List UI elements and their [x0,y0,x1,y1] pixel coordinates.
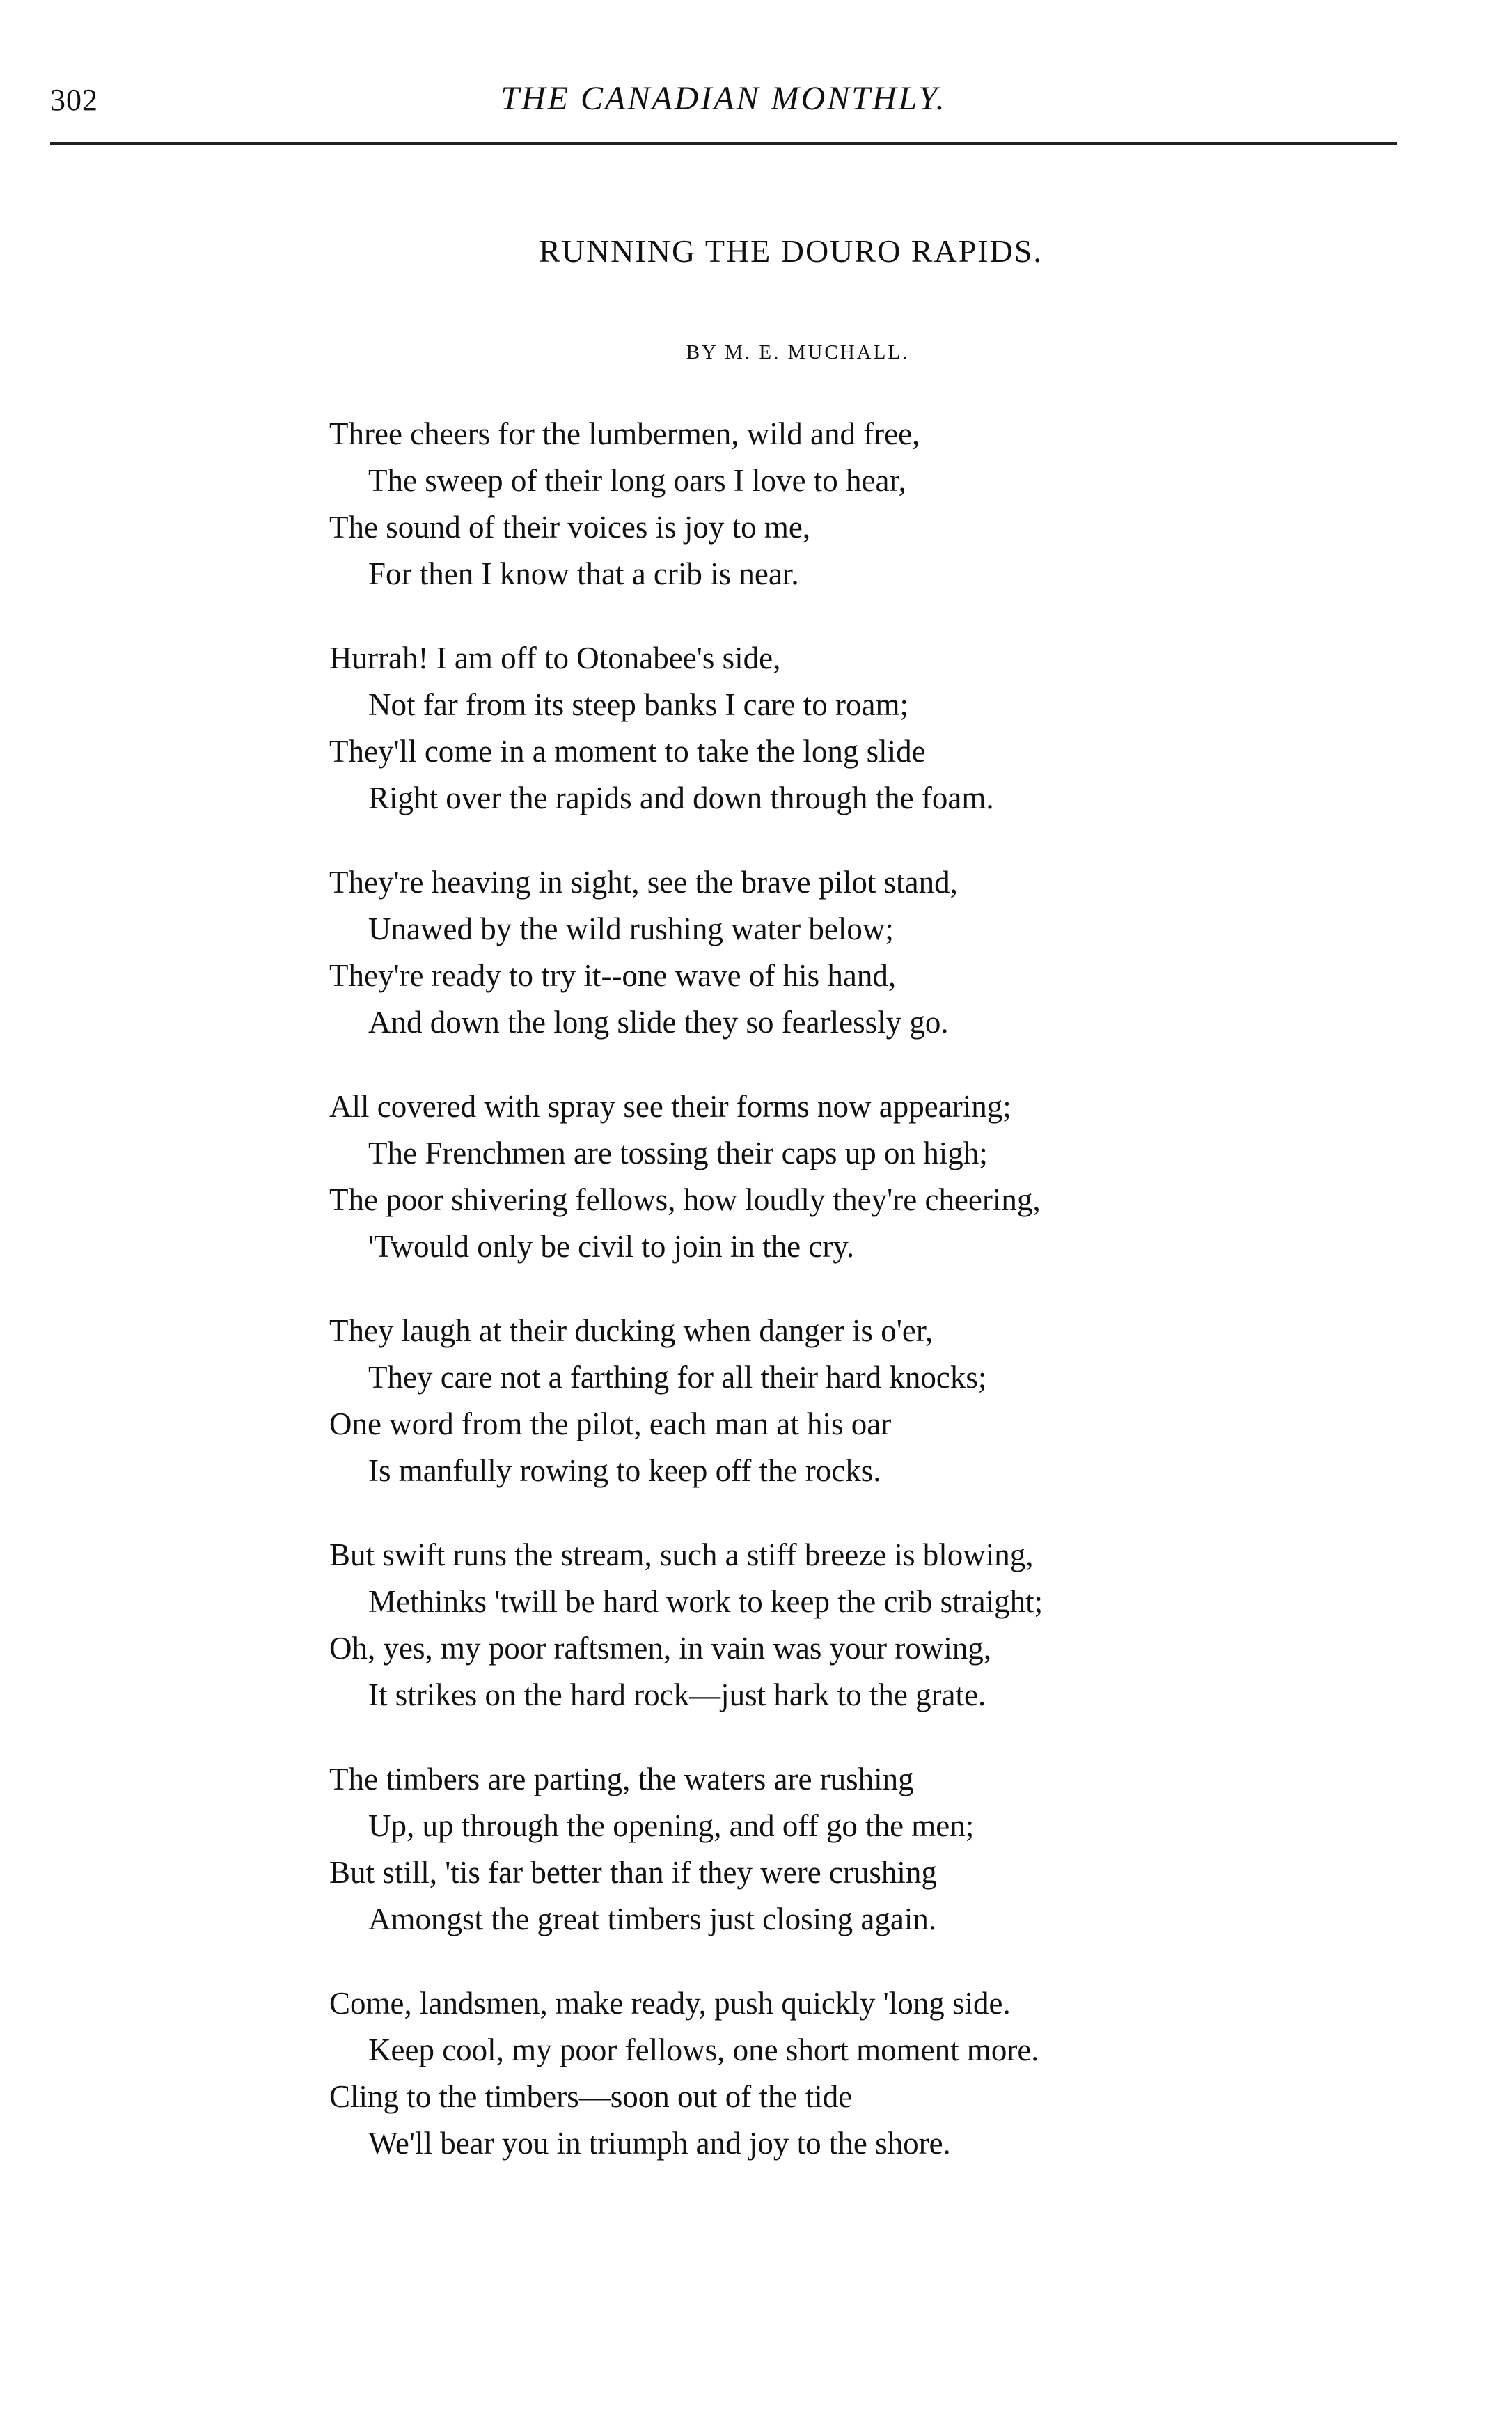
verse-line: Right over the rapids and down through the foam. [368,781,994,815]
poem-title: RUNNING THE DOURO RAPIDS. [539,233,1043,269]
stanza [329,859,1478,1083]
verse-line: 'Twould only be civil to join in the cry. [368,1229,855,1264]
verse-line: Oh, yes, my poor raftsmen, in vain was your rowing, [329,1631,992,1666]
stanza [329,1980,1478,2205]
stanza [329,411,1478,635]
stanza [329,635,1478,859]
header-rule [50,142,1397,145]
verse-line: Amongst the great timbers just closing again. [368,1902,937,1936]
verse-line: It strikes on the hard rock—just hark to the grate. [368,1677,986,1712]
verse-line: They're ready to try it--one wave of his hand, [329,958,897,993]
verse-line: Hurrah! I am off to Otonabee's side, [329,641,781,675]
verse-line: But still, 'tis far better than if they were crushing [329,1855,937,1890]
stanza [329,1083,1478,1308]
stanza [329,1532,1478,1756]
verse-line: And down the long slide they so fearlessly go. [368,1005,949,1040]
page-header [50,70,1397,132]
running-title: THE CANADIAN MONTHLY. [501,80,947,117]
poem-body [329,411,1478,2205]
page-number: 302 [50,83,98,117]
verse-line: All covered with spray see their forms now appearing; [329,1089,1011,1124]
verse-line: One word from the pilot, each man at his oar [329,1407,892,1441]
verse-line: The sweep of their long oars I love to hear, [368,463,906,498]
verse-line: They laugh at their ducking when danger is o'er, [329,1313,934,1348]
verse-line: The timbers are parting, the waters are rushing [329,1762,914,1796]
verse-line: The poor shivering fellows, how loudly they're cheering, [329,1182,1041,1217]
stanza [329,1308,1478,1532]
verse-line: Come, landsmen, make ready, push quickly 'long side. [329,1986,1011,2021]
verse-line: They'll come in a moment to take the long slide [329,734,926,769]
verse-line: We'll bear you in triumph and joy to the shore. [368,2126,951,2161]
verse-line: For then I know that a crib is near. [368,556,799,591]
verse-line: Unawed by the wild rushing water below; [368,911,894,946]
verse-line: Three cheers for the lumbermen, wild and free, [329,416,920,451]
verse-line: Not far from its steep banks I care to roam; [368,687,908,722]
verse-line: They care not a farthing for all their hard knocks; [368,1360,987,1395]
verse-line: Up, up through the opening, and off go the men; [368,1808,975,1843]
poem-byline: BY M. E. MUCHALL. [686,341,910,363]
verse-line: Methinks 'twill be hard work to keep the crib straight; [368,1584,1044,1619]
verse-line: They're heaving in sight, see the brave pilot stand, [329,865,958,900]
verse-line: The sound of their voices is joy to me, [329,510,811,545]
verse-line: But swift runs the stream, such a stiff breeze is blowing, [329,1537,1034,1572]
stanza [329,1756,1478,1980]
verse-line: The Frenchmen are tossing their caps up on high; [368,1136,988,1170]
verse-line: Cling to the timbers—soon out of the tide [329,2079,853,2114]
verse-line: Is manfully rowing to keep off the rocks. [368,1453,881,1488]
verse-line: Keep cool, my poor fellows, one short moment more. [368,2033,1039,2067]
